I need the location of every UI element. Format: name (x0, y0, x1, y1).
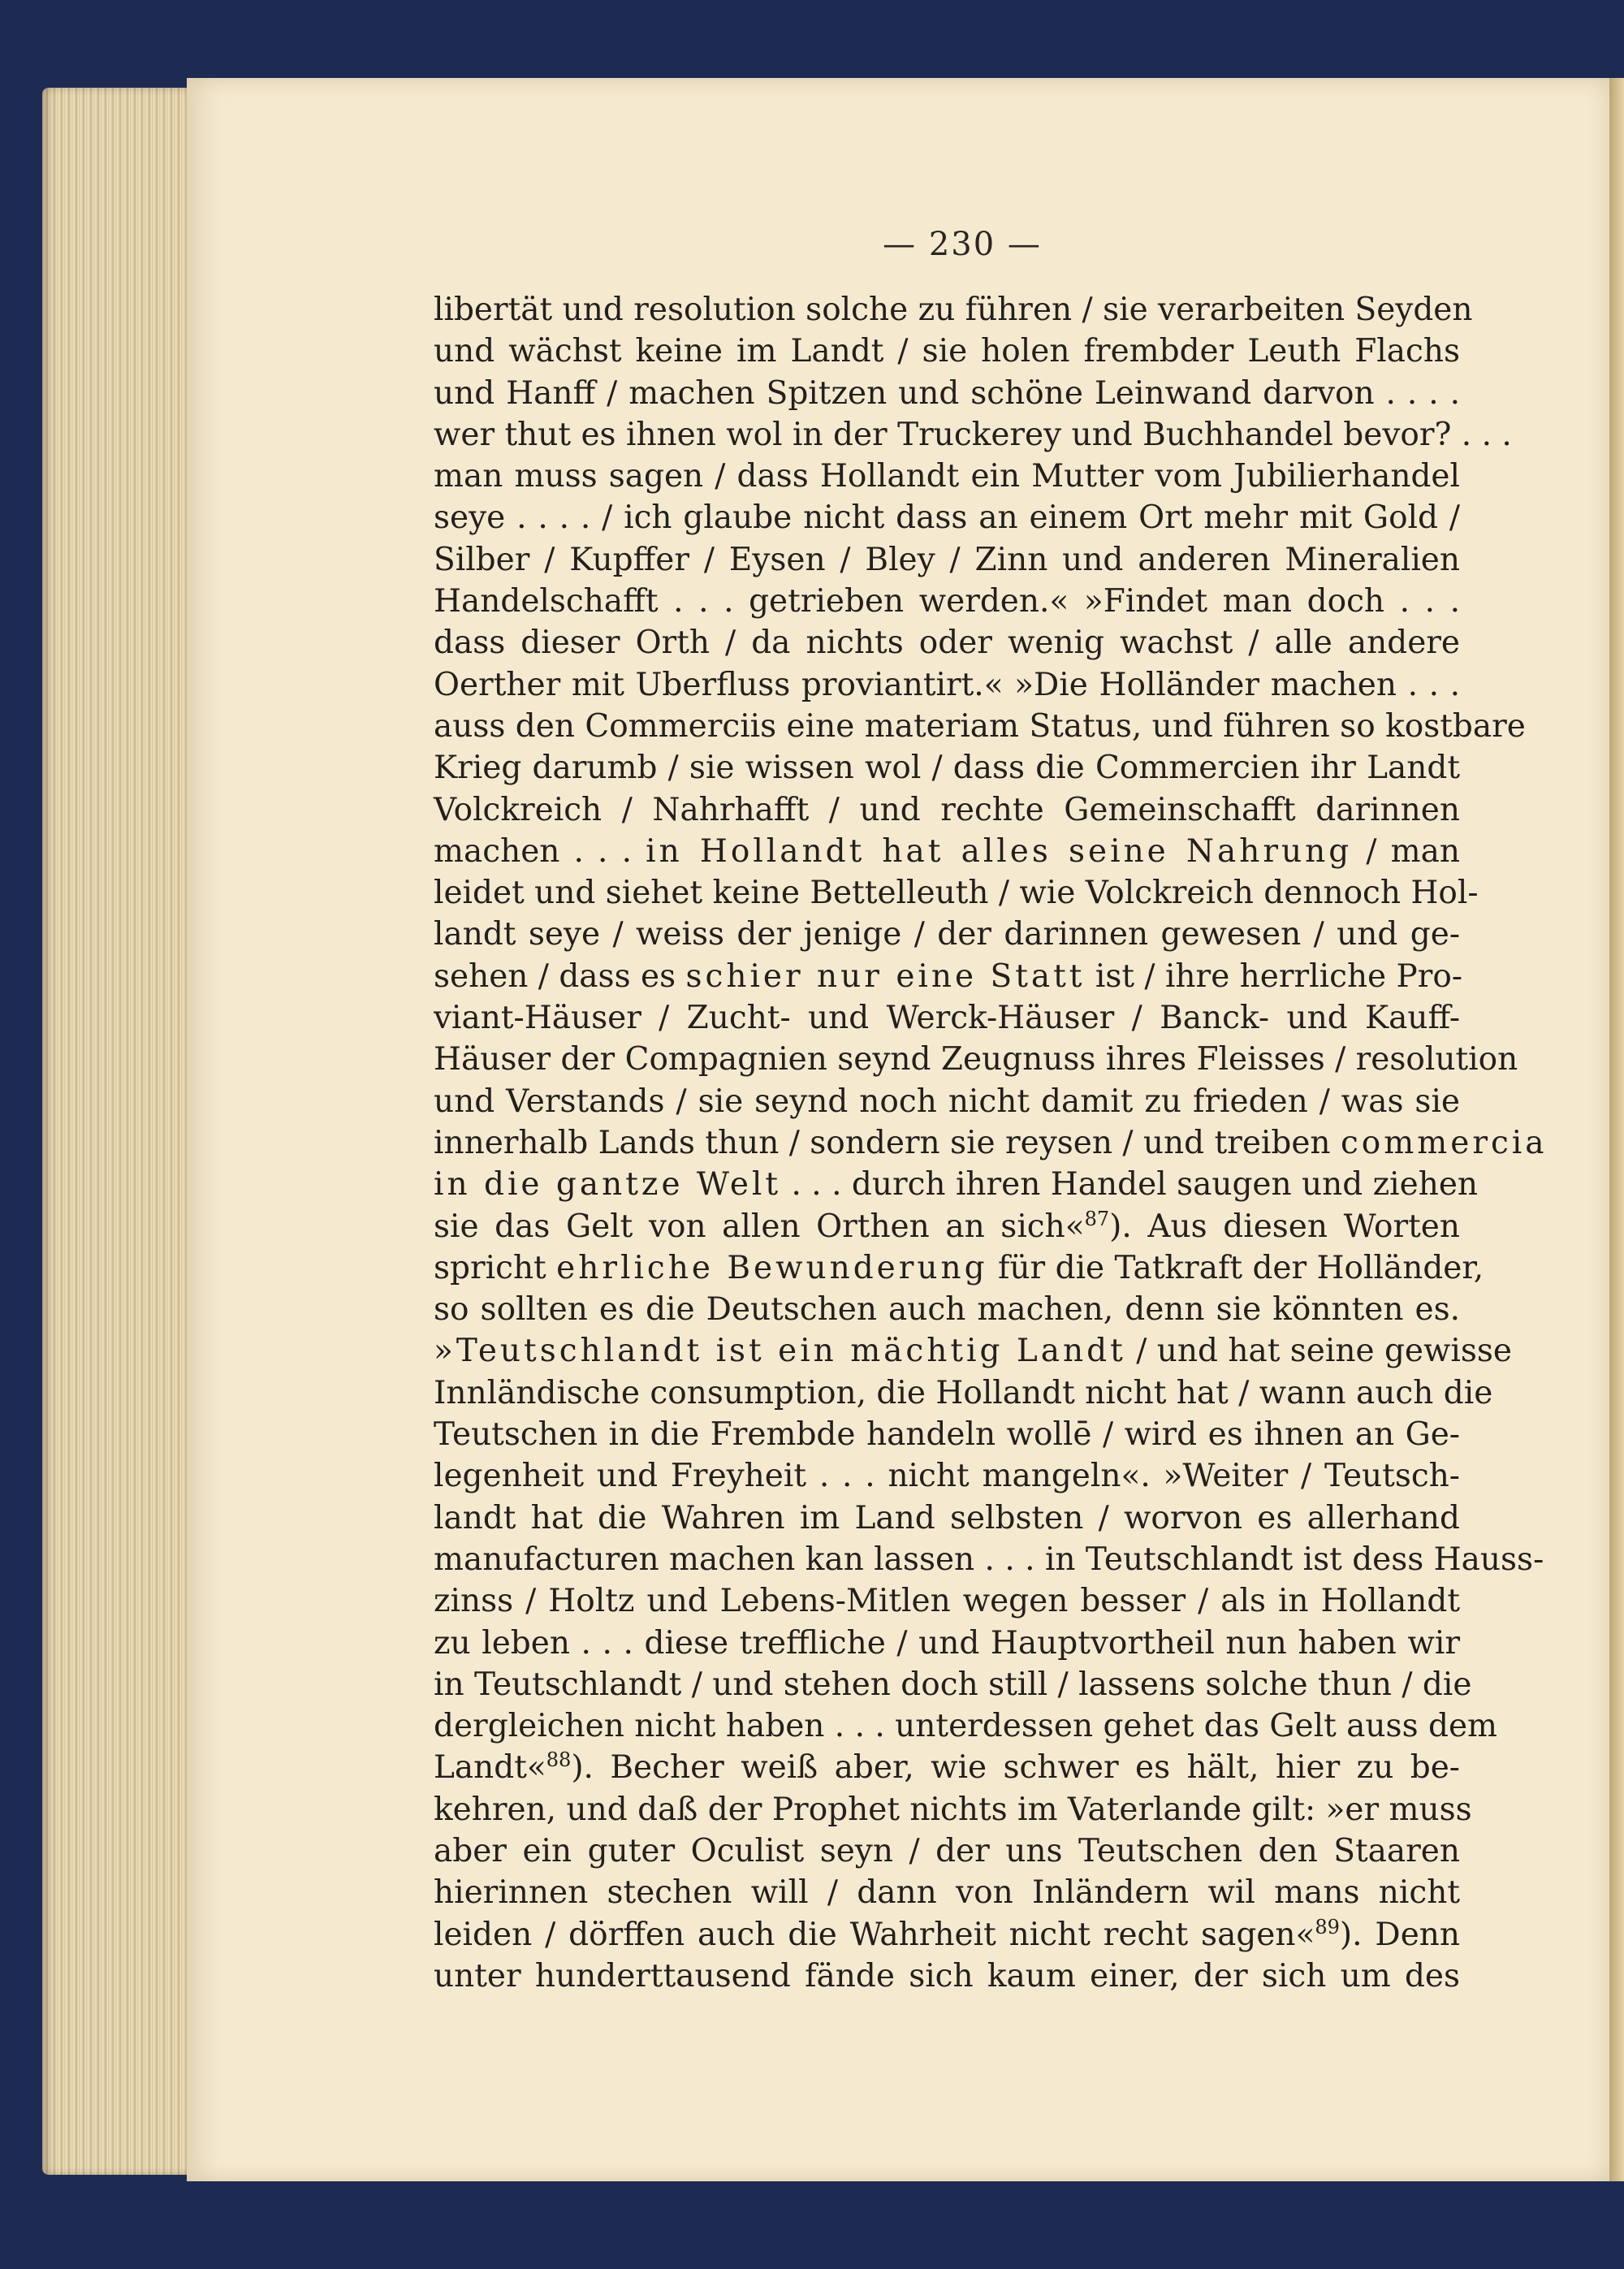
line-text: sehen / dass es (434, 957, 686, 995)
line-text: spricht (434, 1249, 557, 1286)
line-text: Häuser der Compagnien seynd Zeugnuss ihres Fleisses / resolution (434, 1041, 1518, 1078)
text-line (434, 1580, 1460, 1622)
text-line (434, 497, 1460, 538)
line-text: ). Denn (1339, 1916, 1461, 1953)
text-line (434, 331, 1460, 372)
text-line (434, 747, 1460, 789)
text-line (434, 373, 1460, 414)
line-text: Oerther mit Uberfluss proviantirt.« »Die Holländer machen . . . (434, 666, 1460, 703)
text-line (434, 1414, 1460, 1455)
body-text (434, 289, 1548, 1997)
line-text: ). Aus diesen Worten (1109, 1208, 1461, 1245)
line-text: innerhalb Lands thun / sondern sie reysen / und treiben (434, 1124, 1341, 1161)
text-line (434, 1914, 1460, 1956)
line-text: zinss / Holtz und Lebens-Mitlen wegen besser / als in Hollandt (434, 1583, 1460, 1620)
footnote-marker: 88 (546, 1748, 572, 1772)
line-text: viant-Häuser / Zucht- und Werck-Häuser / Banck- und Kauff- (434, 1000, 1460, 1037)
text-line (434, 1039, 1518, 1080)
line-text: Silber / Kupffer / Eysen / Bley / Zinn und anderen Mineralien (434, 541, 1460, 578)
line-text: . . . durch ihren Handel saugen und ziehen (781, 1166, 1479, 1204)
page-number: — 230 — (883, 226, 1042, 263)
line-text: Handelschafft . . . getrieben werden.« »Findet man doch . . . (434, 583, 1460, 620)
text-line (434, 1623, 1460, 1664)
line-text: landt seye / weiss der jenige / der darinnen gewesen / und ge- (434, 916, 1460, 953)
text-line (434, 997, 1460, 1039)
spaced-emphasis: ehrliche Bewunderung (556, 1249, 988, 1286)
line-text: und Hanff / machen Spitzen und schöne Leinwand darvon . . . . (434, 374, 1460, 412)
text-line (434, 581, 1460, 622)
line-text: Teutschen in die Frembde handeln wollē / wird es ihnen an Ge- (434, 1416, 1460, 1454)
text-line (434, 622, 1460, 663)
line-text: ). Becher weiß aber, wie schwer es hält, hier zu be- (571, 1749, 1460, 1787)
text-line (434, 289, 1473, 331)
text-line (434, 1539, 1544, 1580)
text-line (434, 456, 1460, 497)
line-text: hierinnen stechen will / dann von Inländern wil mans nicht (434, 1874, 1460, 1912)
line-text: und wächst keine im Landt / sie holen frembder Leuth Flachs (434, 333, 1460, 370)
text-line (434, 1872, 1460, 1913)
text-line (434, 1664, 1472, 1705)
text-line (434, 1247, 1484, 1289)
facing-page-edge (1609, 78, 1624, 2181)
line-text: Volckreich / Nahrhafft / und rechte Gemeinschafft darinnen (434, 791, 1460, 828)
spaced-emphasis: schier nur eine Statt (685, 957, 1086, 995)
line-text: libertät und resolution solche zu führen / sie verarbeiten Seyden (434, 292, 1473, 328)
text-line (434, 1747, 1460, 1788)
footnote-marker: 87 (1084, 1207, 1110, 1230)
text-line (434, 1372, 1493, 1414)
text-line (434, 1705, 1498, 1747)
line-text: man muss sagen / dass Hollandt ein Mutter vom Jubilierhandel (434, 458, 1460, 495)
spaced-emphasis: in Hollandt hat alles seine Nahrung (646, 832, 1353, 870)
line-text: Landt« (434, 1749, 546, 1787)
line-text: Innländische consumption, die Hollandt nicht hat / wann auch die (434, 1374, 1493, 1411)
spaced-emphasis: »Teutschlandt ist ein mächtig Landt (434, 1333, 1126, 1370)
line-text: seye . . . . / ich glaube nicht dass an einem Ort mehr mit Gold / (434, 499, 1460, 537)
spaced-emphasis: in die gantze Welt (434, 1166, 782, 1204)
text-line (434, 914, 1460, 955)
text-line (434, 789, 1460, 831)
line-text: unter hunderttausend fände sich kaum einer, der sich um des (434, 1957, 1460, 1995)
text-line (434, 539, 1460, 581)
line-text: / man (1352, 832, 1460, 870)
text-line (434, 1081, 1460, 1122)
line-text: leidet und siehet keine Bettelleuth / wie Volckreich dennoch Hol- (434, 875, 1479, 912)
text-line (434, 872, 1479, 914)
line-text: dass dieser Orth / da nichts oder wenig wachst / alle andere (434, 625, 1460, 662)
footnote-marker: 89 (1315, 1915, 1340, 1938)
line-text: auss den Commerciis eine materiam Status, und führen so kostbare (434, 707, 1526, 745)
line-text: so sollten es die Deutschen auch machen, denn sie könnten es. (434, 1291, 1460, 1329)
text-line (434, 956, 1463, 997)
line-text: ist / ihre herrliche Pro- (1085, 957, 1463, 995)
line-text: dergleichen nicht haben . . . unterdessen gehet das Gelt auss dem (434, 1708, 1498, 1745)
line-text: für die Tatkraft der Holländer, (987, 1249, 1484, 1286)
text-line (434, 831, 1460, 872)
line-text: aber ein guter Oculist seyn / der uns Teutschen den Staaren (434, 1832, 1460, 1869)
line-text: kehren, und daß der Prophet nichts im Vaterlande gilt: »er muss (434, 1791, 1472, 1828)
text-line (434, 664, 1460, 706)
text-line (434, 1830, 1460, 1872)
text-line (434, 1122, 1548, 1164)
text-line (434, 1289, 1460, 1330)
text-line (434, 1330, 1512, 1372)
line-text: legenheit und Freyheit . . . nicht mangeln«. »Weiter / Teutsch- (434, 1458, 1460, 1495)
text-line (434, 1789, 1472, 1830)
line-text: sie das Gelt von allen Orthen an sich« (434, 1208, 1085, 1245)
text-line (434, 1455, 1460, 1497)
line-text: zu leben . . . diese treffliche / und Hauptvortheil nun haben wir (434, 1624, 1460, 1662)
spaced-emphasis: commercia (1340, 1124, 1548, 1161)
line-text: machen . . . (434, 832, 646, 870)
line-text: Krieg darumb / sie wissen wol / dass die Commercien ihr Landt (434, 750, 1460, 787)
line-text: wer thut es ihnen wol in der Truckerey und Buchhandel bevor? . . . (434, 416, 1512, 453)
line-text: und Verstands / sie seynd noch nicht damit zu frieden / was sie (434, 1083, 1460, 1120)
line-text: leiden / dörffen auch die Wahrheit nicht recht sagen« (434, 1916, 1315, 1953)
line-text: landt hat die Wahren im Land selbsten / worvon es allerhand (434, 1499, 1460, 1536)
text-line (434, 1956, 1460, 1997)
text-line (434, 1206, 1460, 1247)
text-line (434, 706, 1526, 747)
line-text: / und hat seine gewisse (1125, 1333, 1512, 1370)
line-text: manufacturen machen kan lassen . . . in Teutschlandt ist dess Hauss- (434, 1541, 1544, 1578)
text-line (434, 414, 1512, 456)
text-line (434, 1164, 1479, 1205)
text-line (434, 1498, 1460, 1539)
line-text: in Teutschlandt / und stehen doch still / lassens solche thun / die (434, 1666, 1472, 1703)
